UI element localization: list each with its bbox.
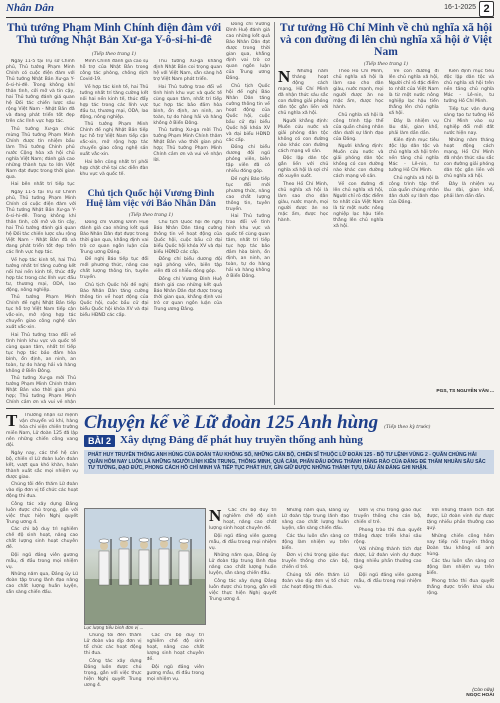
- paragraph: Phong trào thi đua quyết thắng được triển khai sâu rộng.: [426, 578, 494, 596]
- drop-cap: T: [6, 413, 18, 430]
- series-footer: [209, 688, 494, 698]
- article-column: [80, 220, 149, 395]
- article-column: [427, 508, 495, 686]
- paragraph: Những năm tháng hoạt động cách mạng, Hồ Chí Minh đã nhận thức sâu sắc con đường giải phóng dân tộc gắn liền với chủ nghĩa xã hội.: [278, 69, 329, 117]
- paragraph: Theo Hồ Chí Minh, chủ nghĩa xã hội là làm sao cho dân giàu, nước mạnh, mọi người được ăn no mặc ấm, được học hành.: [278, 181, 329, 223]
- lead-tag: (Tiếp theo trang 1): [363, 62, 409, 68]
- paragraph: Phong trào thi đua quyết thắng được triển khai sâu rộng.: [354, 527, 422, 545]
- paragraph: Ngày 11-5 tại Trụ sở Chính phủ, Thủ tướng Phạm Minh Chính có cuộc điện đàm với Thủ tướng Nhật Bản Xư-ga Y-ô-si-hi-đê. Trong không khí thân tình, cởi mở và tin cậy, hai Thủ tướng đánh giá quan hệ Đối tác chiến lược sâu rộng Việt Nam - Nhật Bản đã và đang phát triển tốt đẹp trên các lĩnh vực hợp tác.: [6, 190, 76, 255]
- lead-tag: (Tiếp theo trang 1): [91, 52, 137, 57]
- part-badge: BÀI 2: [84, 435, 115, 447]
- article-column: [80, 59, 149, 187]
- paragraph: Đơn vị chú trọng giáo dục truyền thống cho cán bộ, chiến sĩ trẻ.: [354, 508, 422, 525]
- paragraph: Về hợp tác kinh tế, hai Thủ tướng nhất trí tăng cường kết nối hai nền kinh tế, thúc đẩy hợp tác trong các lĩnh vực đầu tư, thương mại, ODA, lao động, nông nghiệp.: [6, 257, 76, 293]
- paragraph: Những năm tháng hoạt động cách mạng, Hồ Chí Minh đã nhận thức sâu sắc con đường giải phóng dân tộc gắn liền với chủ nghĩa xã hội.: [443, 138, 494, 180]
- paragraph: Đề nghị Báo tiếp tục đổi mới phương thức, nâng cao chất lượng thông tin, tuyên truyền.: [80, 257, 149, 281]
- series-header: [84, 413, 494, 474]
- article-ho-chi-minh-thought: [278, 22, 494, 405]
- article-column: [278, 69, 328, 389]
- article-column: [282, 508, 350, 686]
- page-number: 2: [479, 1, 494, 17]
- article-column: [154, 220, 223, 395]
- article-headline: Chủ tịch Quốc hội Vương Đình Huệ làm việc với Báo Nhân Dân: [86, 189, 216, 209]
- paragraph: Về hợp tác kinh tế, hai Thủ tướng nhất trí tăng cường kết nối hai nền kinh tế, thúc đẩy hợp tác trong các lĩnh vực đầu tư, thương mại, ODA, lao động, nông nghiệp.: [79, 84, 149, 120]
- series-left-column: [6, 413, 78, 697]
- drop-cap: N: [278, 69, 291, 87]
- paragraph: Kiên định mục tiêu độc lập dân tộc và chủ nghĩa xã hội trên nền tảng chủ nghĩa Mác - Lê-nin, tư tưởng Hồ Chí Minh.: [388, 138, 439, 174]
- article-column: [84, 633, 142, 697]
- paragraph: Độc lập dân tộc gắn liền với chủ nghĩa xã hội là sợi chỉ đỏ xuyên suốt.: [278, 156, 329, 180]
- sapo: PHÁT HUY TRUYỀN THỐNG ANH HÙNG CỦA ĐOÀN TÀU KHÔNG SỐ, NHỮNG CÁN BỘ, CHIẾN SĨ THUỘC LỮ ĐOÀN 125 - BỘ TƯ LỆNH VÙNG 2 - QUÂN CHỦNG HẢI QUÂN HÔM NAY LUÔN LÀ NHỮNG NGƯỜI LÍNH KIÊN TRUNG, THÔNG MINH, QUẢ CẢM, PHẤN ĐẤU ĐÓNG THÀNH HÀNG RÀO CỦA ĐẢNG ĐỂ THẤM NHUẦN SÂU SẮC TƯ TƯỞNG, ĐẠO ĐỨC, PHONG CÁCH HỒ CHÍ MINH VÀ TIẾP TỤC PHÁT HUY, GÌN GIỮ ĐƯỢC NHỮNG THÀNH TỰU, DẤU ẤN ĐÁNG GHI NHẬN.: [84, 450, 494, 474]
- paragraph: Đồng chí Vương Đình Huệ đánh giá cao những kết quả Báo Nhân Dân đạt được trong thời gian qua, khẳng định vai trò cơ quan ngôn luận của Trung ương Đảng.: [226, 22, 270, 81]
- author-signature: PGS, TS NGUYỄN VĂN ...: [436, 389, 494, 395]
- paragraph: Đồng chí Vương Đình Huệ đánh giá cao những kết quả Báo Nhân Dân đạt được trong thời gian qua, khẳng định vai trò cơ quan ngôn luận của Trung ương Đảng.: [80, 219, 149, 255]
- paragraph: Chủ tịch Quốc hội đề nghị Báo Nhân Dân tăng cường thông tin về hoạt động của Quốc hội, cuộc bầu cử đại biểu Quốc hội khóa XV và đại biểu HĐND các cấp.: [226, 83, 270, 143]
- newspaper-logo: Nhân Dân: [6, 2, 54, 14]
- paragraph: Đây là nhiệm vụ lâu dài, gian khổ, phải làm dần dần.: [443, 181, 494, 199]
- paragraph: Đồng chí Vương Đình Huệ đánh giá cao những kết quả Báo Nhân Dân đạt được trong thời gian qua, khẳng định vai trò cơ quan ngôn luận của Trung ương Đảng.: [153, 276, 222, 312]
- paragraph: Các chi bộ duy trì nghiêm chế độ sinh hoạt, nâng cao chất lượng sinh hoạt chuyên đề.: [146, 633, 204, 662]
- paragraph: Hai bên cũng nhất trí phối hợp chặt chẽ tại các diễn đàn khu vực và quốc tế.: [79, 159, 149, 177]
- article-column: [6, 59, 75, 187]
- paragraph: Công tác xây dựng Đảng luôn được chú trọng, gắn với việc thực hiện Nghị quyết Trung ương 4.: [6, 501, 78, 525]
- author-signature: NGỌC HOÀI: [466, 693, 494, 698]
- paragraph: Chúng tôi đến thăm Lữ đoàn vào dịp đơn vị tổ chức các hoạt động thi đua.: [84, 633, 142, 656]
- paragraph: Thủ tướng Xư-ga mời Thủ tướng Phạm Minh Chính thăm Nhật Bản vào thời gian phù hợp; Thủ tướng Phạm Minh Chính cảm ơn và vui vẻ nhận: [6, 376, 76, 405]
- soldiers-illustration: [85, 509, 205, 624]
- paragraph: Các tàu luôn sẵn sàng cơ động làm nhiệm vụ trên biển.: [281, 533, 349, 551]
- article-continuation: [226, 22, 270, 405]
- paragraph: Đồng chí biểu dương đội ngũ phóng viên, biên tập viên đã có nhiều đóng góp.: [153, 257, 222, 275]
- paragraph: Chủ tịch Quốc hội đề nghị Báo Nhân Dân tăng cường thông tin về hoạt động của Quốc hội, cuộc bầu cử đại biểu Quốc hội khóa XV và đại biểu HĐND các cấp.: [80, 282, 149, 318]
- paragraph: Minh Chính đánh giá cao sự hỗ trợ của Nhật Bản trong công tác phòng, chống dịch Covid-19.: [79, 59, 149, 82]
- article-column: [209, 508, 277, 686]
- paragraph: Công tác xây dựng Đảng luôn được chú trọng, gắn với việc thực hiện Nghị quyết Trung ương 4.: [84, 658, 142, 688]
- paragraph: Thủ tướng Phạm Minh Chính đề nghị Nhật Bản tiếp tục hỗ trợ Việt Nam tiếp cận vắc-xin, mở rộng hợp tác chuyển giao công nghệ sản xuất vắc-xin.: [79, 122, 149, 157]
- article-column: [389, 69, 439, 389]
- continued-note: (Còn nữa): [472, 688, 494, 693]
- paragraph: Thủ tướng Phạm Minh Chính đề nghị Nhật Bản tiếp tục hỗ trợ Việt Nam tiếp cận vắc-xin, mở rộng hợp tác chuyển giao công nghệ sản xuất vắc-xin.: [6, 295, 76, 330]
- paragraph: Chủ tịch Quốc hội đề nghị Báo Nhân Dân tăng cường thông tin về hoạt động của Quốc hội, cuộc bầu cử đại biểu Quốc hội khóa XV và đại biểu HĐND các cấp.: [153, 219, 222, 255]
- paragraph: Về con đường đi lên chủ nghĩa xã hội, Người chỉ rõ đặc điểm to nhất của Việt Nam là từ một nước nông nghiệp lạc hậu tiến thẳng lên chủ nghĩa xã hội.: [333, 181, 384, 229]
- paragraph: Hai bên nhất trí tiếp tục: [11, 182, 75, 187]
- article-column: [147, 633, 205, 697]
- series-body: [84, 633, 204, 697]
- paragraph: Ngày nay, các thế hệ cán bộ, chiến sĩ Lữ đoàn luôn đoàn kết, vượt qua khó khăn, hoàn thành xuất sắc mọi nhiệm vụ được giao.: [6, 450, 78, 480]
- article-headline: Thủ tướng Phạm Minh Chính điện đàm với Thủ tướng Nhật Bản Xư-ga Y-ô-si-hi-đê: [6, 22, 222, 47]
- paragraph: Những năm qua, Đảng ủy Lữ đoàn tập trung lãnh đạo nâng cao chất lượng huấn luyện, sẵn sàng chiến đấu.: [209, 553, 277, 576]
- series-subtitle: Xây dựng Đảng để phát huy truyền thống anh hùng: [120, 434, 363, 447]
- article-column: [153, 59, 222, 187]
- series-body-right: [209, 508, 494, 686]
- article-headline: Tư tưởng Hồ Chí Minh về chủ nghĩa xã hội và con đường đi lên chủ nghĩa xã hội ở Việt Nam: [279, 22, 493, 59]
- paragraph: Chủ nghĩa xã hội là công trình tập thể của quần chúng nhân dân dưới sự lãnh đạo của Đảng.: [333, 112, 384, 142]
- paragraph: Theo Hồ Chí Minh, chủ nghĩa xã hội là làm sao cho dân giàu, nước mạnh, mọi người được ăn no mặc ấm, được học hành.: [333, 69, 384, 111]
- paragraph: Chủ nghĩa xã hội là công trình tập thể của quần chúng nhân dân dưới sự lãnh đạo của Đảng.: [388, 175, 439, 205]
- paragraph: Với những thành tích đạt được, Lữ đoàn vinh dự được tặng nhiều phần thưởng cao quý.: [354, 547, 422, 570]
- paragraph: Thường nhận sứ mệnh vận chuyển vũ khí, hàng hóa chi viện chiến trường miền Nam, Lữ đoàn 125 đã lập nên những chiến công vang dội.: [6, 413, 78, 448]
- paragraph: Thủ tướng Xư-ga khẳng định Nhật Bản coi trọng quan hệ với Việt Nam, sẵn sàng hỗ trợ Việt Nam phát triển.: [153, 59, 223, 82]
- parade-photo: [84, 508, 206, 625]
- paragraph: Tiếp tục vận dụng sáng tạo tư tưởng Hồ Chí Minh vào sự nghiệp đổi mới đất nước hiện nay.: [443, 106, 494, 136]
- paragraph: Người khẳng định: Muốn cứu nước và giải phóng dân tộc không có con đường nào khác con đường cách mạng vô sản.: [333, 144, 384, 180]
- paragraph: Thủ tướng Xư-ga chúc mừng Thủ tướng Phạm Minh Chính được tín nhiệm bầu làm Thủ tướng Chính phủ nước Cộng hòa xã hội chủ nghĩa Việt Nam; đánh giá cao những thành tựu to lớn Việt Nam đạt được trong thời gian qua.: [6, 126, 75, 180]
- paragraph: Về con đường đi lên chủ nghĩa xã hội, Người chỉ rõ đặc điểm to nhất của Việt Nam là từ một nước nông nghiệp lạc hậu tiến thẳng lên chủ nghĩa xã hội.: [388, 69, 439, 117]
- paragraph: Các tàu luôn sẵn sàng cơ động làm nhiệm vụ trên biển.: [426, 559, 494, 576]
- paragraph: Với những thành tích đạt được, Lữ đoàn vinh dự được tặng nhiều phần thưởng cao quý.: [426, 508, 494, 531]
- paragraph: Người khẳng định: Muốn cứu nước và giải phóng dân tộc không có con đường nào khác con đường cách mạng vô sản.: [278, 118, 329, 154]
- paragraph: Những năm qua, Đảng ủy Lữ đoàn tập trung lãnh đạo nâng cao chất lượng huấn luyện, sẵn sàng chiến đấu.: [281, 508, 349, 531]
- paragraph: Các chi bộ duy trì nghiêm chế độ sinh hoạt, nâng cao chất lượng sinh hoạt chuyên đề.: [6, 527, 78, 550]
- paragraph: Ngày 11-5 tại Trụ sở Chính phủ, Thủ tướng Phạm Minh Chính có cuộc điện đàm với Thủ tướng Nhật Bản Xư-ga Y-ô-si-hi-đê. Trong không khí thân tình, cởi mở và tin cậy, hai Thủ tướng đánh giá quan hệ Đối tác chiến lược sâu rộng Việt Nam - Nhật Bản đã và đang phát triển tốt đẹp trên các lĩnh vực hợp tác.: [6, 59, 75, 124]
- paragraph: Công tác xây dựng Đảng luôn được chú trọng, gắn với việc thực hiện Nghị quyết Trung ương 4.: [209, 578, 277, 602]
- series-title: Chuyện kể về Lữ đoàn 125 Anh hùng: [84, 412, 379, 433]
- paragraph: Đề nghị Báo tiếp tục đổi mới phương thức, nâng cao chất lượng thông tin, tuyên truyền.: [226, 176, 270, 212]
- paragraph: Kiên định mục tiêu độc lập dân tộc và chủ nghĩa xã hội trên nền tảng chủ nghĩa Mác - Lê-nin, tư tưởng Hồ Chí Minh.: [443, 69, 494, 105]
- paragraph: Những chiến công hôm nay tiếp nối truyền thống Đoàn tàu không số anh hùng.: [426, 533, 494, 557]
- issue-date: 16-1-2025: [444, 4, 476, 11]
- paragraph: Đội ngũ đảng viên gương mẫu, đi đầu trong mọi nhiệm vụ.: [354, 572, 422, 590]
- paragraph: Chúng tôi đến thăm Lữ đoàn vào dịp đơn vị tổ chức các hoạt động thi đua.: [281, 572, 349, 590]
- paragraph: Những năm qua, Đảng ủy Lữ đoàn tập trung lãnh đạo nâng cao chất lượng huấn luyện, sẵn sàng chiến đấu.: [6, 572, 78, 595]
- photo-caption: Lực lượng tiêu binh đơn vị ...: [84, 625, 144, 630]
- article-column: [333, 69, 383, 389]
- paragraph: Đồng chí biểu dương đội ngũ phóng viên, biên tập viên đã có nhiều đóng góp.: [226, 145, 270, 174]
- paragraph: Đây là nhiệm vụ lâu dài, gian khổ, phải làm dần dần.: [388, 118, 439, 136]
- paragraph: Đội ngũ đảng viên gương mẫu, đi đầu trong mọi nhiệm vụ.: [146, 664, 204, 682]
- paragraph: Thủ tướng Xư-ga mời Thủ tướng Phạm Minh Chính thăm Nhật Bản vào thời gian phù hợp; Thủ tướng Phạm Minh Chính cảm ơn và vui vẻ nhận lời.: [153, 128, 223, 163]
- paragraph: Đội ngũ đảng viên gương mẫu, đi đầu trong mọi nhiệm vụ.: [6, 552, 78, 570]
- paragraph: Đơn vị chú trọng giáo dục truyền thống cho cán bộ, chiến sĩ trẻ.: [281, 553, 349, 570]
- article-column: [354, 508, 422, 686]
- paragraph: Hai Thủ tướng trao đổi về tình hình khu vực và quốc tế cùng quan tâm, nhất trí tiếp tục hợp tác bảo đảm hòa bình, ổn định, an ninh, an toàn, tự do hàng hải và hàng không ở Biển Đông.: [226, 214, 270, 279]
- paragraph: Hai Thủ tướng trao đổi về tình hình khu vực và quốc tế cùng quan tâm, nhất trí tiếp tục hợp tác bảo đảm hòa bình, ổn định, an ninh, an toàn, tự do hàng hải và hàng không ở Biển Đông.: [6, 332, 76, 374]
- paragraph: Hai Thủ tướng trao đổi về tình hình khu vực và quốc tế cùng quan tâm, nhất trí tiếp tục hợp tác bảo đảm hòa bình, ổn định, an ninh, an toàn, tự do hàng hải và hàng không ở Biển Đông.: [153, 84, 223, 126]
- paragraph: Đội ngũ đảng viên gương mẫu, đi đầu trong mọi nhiệm vụ.: [209, 533, 277, 551]
- article-continuation: [6, 190, 76, 405]
- section-divider: [6, 408, 494, 409]
- article-column: [444, 69, 494, 389]
- article-na-chairman: [80, 190, 222, 405]
- article-pm-call: [6, 22, 222, 187]
- lead-tag: (Tiếp theo kỳ trước): [384, 425, 431, 430]
- column-rule: [274, 22, 275, 405]
- paragraph: Chúng tôi đến thăm Lữ đoàn vào dịp đơn vị tổ chức các hoạt động thi đua.: [6, 482, 78, 499]
- paragraph: Các chi bộ duy trì nghiêm chế độ sinh hoạt, nâng cao chất lượng sinh hoạt chuyên đề.: [209, 508, 277, 531]
- drop-cap: N: [209, 508, 222, 525]
- lead-tag: (Tiếp theo trang 1): [128, 212, 174, 218]
- masthead: [6, 3, 494, 18]
